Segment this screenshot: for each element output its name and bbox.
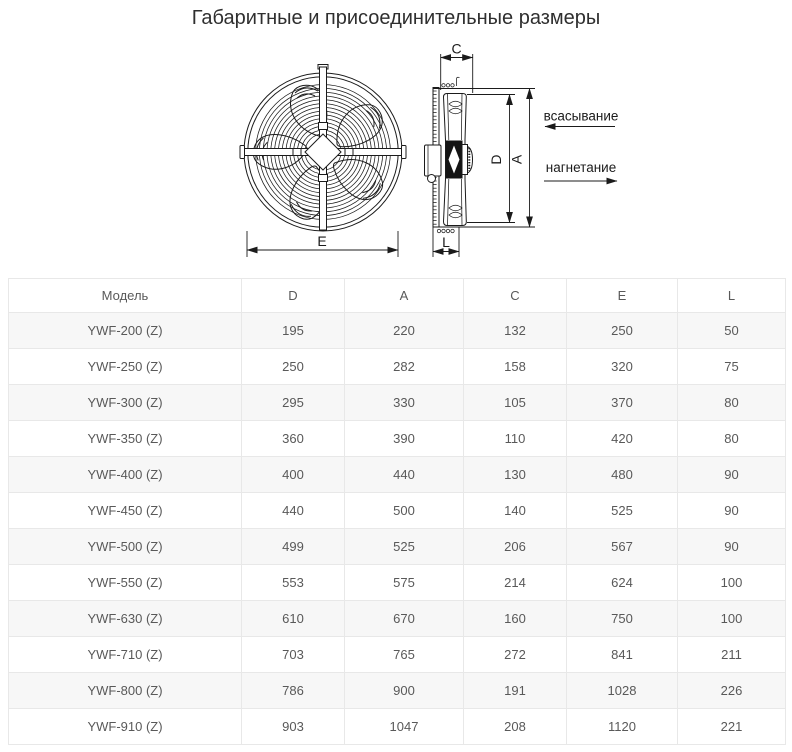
value-cell: 765 [345,637,464,673]
value-cell: 670 [345,601,464,637]
value-cell: 158 [464,349,567,385]
model-cell: YWF-800 (Z) [9,673,242,709]
model-cell: YWF-300 (Z) [9,385,242,421]
header-row [9,279,786,313]
col-header-a: A [345,279,464,313]
value-cell: 206 [464,529,567,565]
value-cell: 903 [242,709,345,745]
spec-table-body [9,313,786,745]
value-cell: 272 [464,637,567,673]
value-cell: 100 [678,565,786,601]
table-row [9,637,786,673]
dim-label-c: C [451,40,462,57]
table-row [9,709,786,745]
model-cell: YWF-710 (Z) [9,637,242,673]
table-row [9,385,786,421]
discharge-label: нагнетание [545,160,617,175]
table-header [9,279,786,313]
model-cell: YWF-910 (Z) [9,709,242,745]
front-view [240,65,406,258]
value-cell: 110 [464,421,567,457]
value-cell: 90 [678,457,786,493]
table-row [9,493,786,529]
value-cell: 250 [567,313,678,349]
value-cell: 80 [678,421,786,457]
table-row [9,421,786,457]
value-cell: 191 [464,673,567,709]
value-cell: 195 [242,313,345,349]
model-cell: YWF-400 (Z) [9,457,242,493]
dimensional-drawing [0,40,792,278]
value-cell: 440 [242,493,345,529]
value-cell: 786 [242,673,345,709]
model-cell: YWF-250 (Z) [9,349,242,385]
dim-label-e: E [317,233,327,249]
value-cell: 525 [567,493,678,529]
model-cell: YWF-500 (Z) [9,529,242,565]
value-cell: 226 [678,673,786,709]
col-header-d: D [242,279,345,313]
value-cell: 75 [678,349,786,385]
value-cell: 480 [567,457,678,493]
table-row [9,457,786,493]
value-cell: 80 [678,385,786,421]
model-cell: YWF-350 (Z) [9,421,242,457]
dim-label-l: L [442,234,450,250]
value-cell: 567 [567,529,678,565]
value-cell: 211 [678,637,786,673]
value-cell: 1028 [567,673,678,709]
flow-annotations [544,109,619,182]
value-cell: 1047 [345,709,464,745]
table-row [9,529,786,565]
value-cell: 221 [678,709,786,745]
value-cell: 553 [242,565,345,601]
value-cell: 900 [345,673,464,709]
value-cell: 282 [345,349,464,385]
value-cell: 220 [345,313,464,349]
value-cell: 105 [464,385,567,421]
value-cell: 525 [345,529,464,565]
value-cell: 1120 [567,709,678,745]
value-cell: 100 [678,601,786,637]
value-cell: 50 [678,313,786,349]
model-cell: YWF-630 (Z) [9,601,242,637]
model-cell: YWF-450 (Z) [9,493,242,529]
value-cell: 841 [567,637,678,673]
model-cell: YWF-550 (Z) [9,565,242,601]
hub-side [447,141,473,178]
model-cell: YWF-200 (Z) [9,313,242,349]
value-cell: 575 [345,565,464,601]
value-cell: 330 [345,385,464,421]
table-row [9,313,786,349]
value-cell: 500 [345,493,464,529]
value-cell: 703 [242,637,345,673]
value-cell: 90 [678,529,786,565]
value-cell: 160 [464,601,567,637]
value-cell: 320 [567,349,678,385]
value-cell: 750 [567,601,678,637]
col-header-c: C [464,279,567,313]
side-view [425,41,536,258]
dimensions-table [8,278,786,745]
value-cell: 400 [242,457,345,493]
col-header-l: L [678,279,786,313]
col-header-model: Модель [9,279,242,313]
value-cell: 140 [464,493,567,529]
dim-label-a: A [508,154,525,165]
value-cell: 90 [678,493,786,529]
col-header-e: E [567,279,678,313]
value-cell: 130 [464,457,567,493]
table-row [9,601,786,637]
table-row [9,349,786,385]
value-cell: 370 [567,385,678,421]
value-cell: 610 [242,601,345,637]
dim-label-d: D [488,154,504,165]
value-cell: 624 [567,565,678,601]
value-cell: 214 [464,565,567,601]
dimension-c [441,54,473,93]
value-cell: 208 [464,709,567,745]
page-title: Габаритные и присоединительные размеры [191,7,601,29]
value-cell: 132 [464,313,567,349]
fan-drawing-svg [0,40,792,278]
value-cell: 499 [242,529,345,565]
value-cell: 360 [242,421,345,457]
value-cell: 390 [345,421,464,457]
value-cell: 295 [242,385,345,421]
table-row [9,673,786,709]
table-row [9,565,786,601]
value-cell: 440 [345,457,464,493]
suction-label: всасывание [543,108,619,124]
value-cell: 420 [567,421,678,457]
value-cell: 250 [242,349,345,385]
